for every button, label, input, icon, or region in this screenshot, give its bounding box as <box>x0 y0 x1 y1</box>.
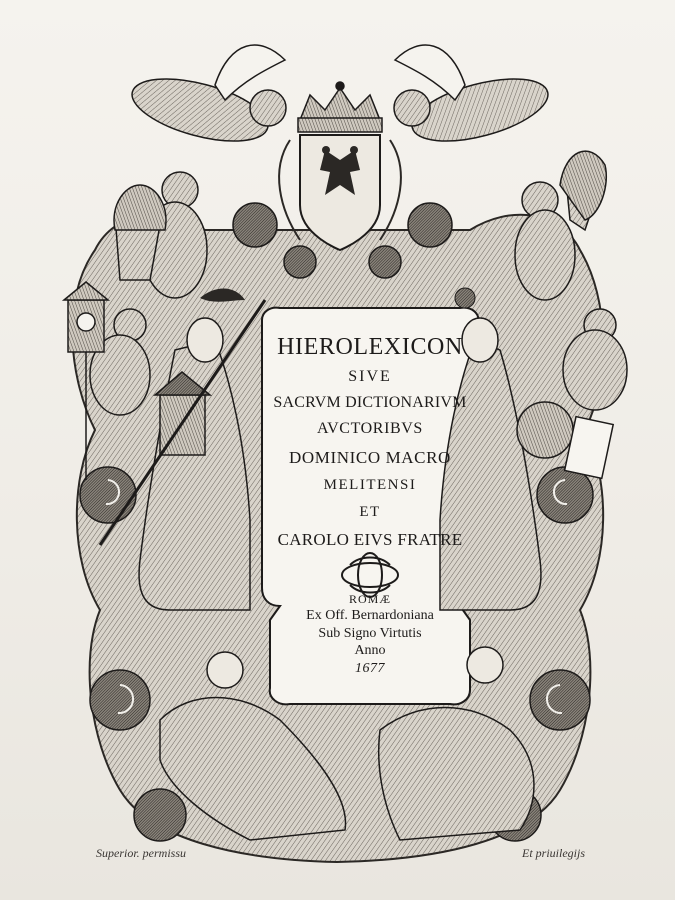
line-melitensi: MELITENSI <box>323 477 417 493</box>
imprint-year: 1677 <box>355 661 385 676</box>
imprint-office: Ex Off. Bernardoniana <box>306 608 434 623</box>
title-cartouche <box>258 318 482 698</box>
book-title: HIEROLEXICON <box>277 334 463 360</box>
tiara-icon <box>114 185 166 230</box>
line-auctoribus: AVCTORIBVS <box>317 420 423 437</box>
author-first: DOMINICO MACRO <box>289 448 451 467</box>
coat-of-arms-shield <box>300 135 380 250</box>
imprint-city: ROMÆ <box>348 592 391 606</box>
rosette-icon <box>455 288 475 308</box>
line-sive: SIVE <box>348 368 392 385</box>
subtitle: SACRVM DICTIONARIVM <box>273 394 467 411</box>
footer-permission: Superior. permissu <box>96 846 187 860</box>
footer-privileges: Et priuilegijs <box>522 846 585 860</box>
crown <box>298 82 382 132</box>
imprint-sign: Sub Signo Virtutis <box>318 626 422 641</box>
author-second: CAROLO EIVS FRATRE <box>277 530 463 549</box>
mitre-icon <box>560 151 606 220</box>
line-et: ET <box>359 504 381 520</box>
imprint-anno: Anno <box>354 643 386 658</box>
